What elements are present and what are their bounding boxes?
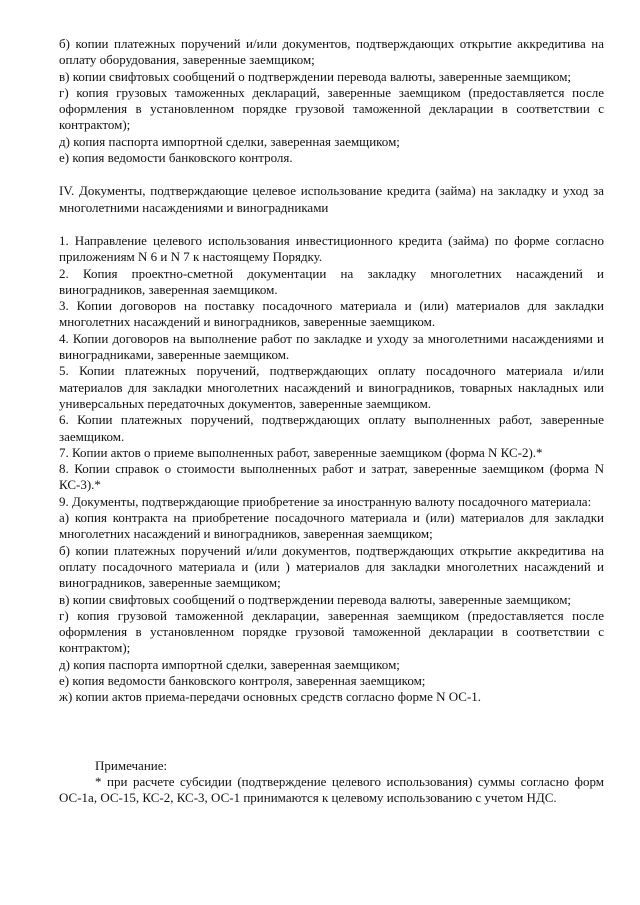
list-item: 8. Копии справок о стоимости выполненных работ и затрат, заверенные заемщиком (форма N КС-3).* <box>59 461 604 493</box>
list-item: г) копия грузовых таможенных деклараций, заверенные заемщиком (предоставляется после оформления в установленном порядке грузовой таможенной декларации в соответствии с контрактом); <box>59 84 604 133</box>
spacer <box>59 166 604 183</box>
footnote <box>59 758 604 807</box>
list-item: б) копии платежных поручений и/или документов, подтверждающих открытие аккредитива на оплату оборудования, заверенные заемщиком; <box>59 36 604 68</box>
list-item: б) копии платежных поручений и/или документов, подтверждающих открытие аккредитива на оплату посадочного материала и (или ) материалов для закладки многолетних насаждений и виноградников, заверенные заемщиком; <box>59 542 604 591</box>
list-item: 3. Копии договоров на поставку посадочного материала и (или) материалов для закладки многолетних насаждений и виноградников, заверенные заемщиком. <box>59 298 604 330</box>
list-item: д) копия паспорта импортной сделки, заверенная заемщиком; <box>59 133 400 149</box>
note-text: * при расчете субсидии (подтверждение целевого использования) суммы согласно форм ОС-1а, ОС-15, КС-2, КС-3, ОС-1 принимаются к целевому использованию с учетом НДС. <box>59 773 604 806</box>
section-heading: IV. Документы, подтверждающие целевое использование кредита (займа) на закладку и уход за многолетними насаждениями и виноградниками <box>59 183 604 215</box>
list-item: 7. Копии актов о приеме выполненных работ, заверенные заемщиком (форма N КС-2).* <box>59 444 543 460</box>
list-item: в) копии свифтовых сообщений о подтверждении перевода валюты, заверенные заемщиком; <box>59 591 572 607</box>
list-item: 5. Копии платежных поручений, подтверждающих оплату посадочного материала и/или материалов для закладки многолетних насаждений и виноградников, товарных накладных или универсальных передаточных документов, заверенные заемщиком. <box>59 363 604 411</box>
list-item: е) копия ведомости банковского контроля, заверенная заемщиком; <box>59 672 426 688</box>
list-item: 9. Документы, подтверждающие приобретение за иностранную валюту посадочного материала: <box>59 493 592 509</box>
documents-list-section-iv <box>59 233 604 706</box>
list-item: д) копия паспорта импортной сделки, заверенная заемщиком; <box>59 656 400 672</box>
spacer <box>59 216 604 233</box>
document-page <box>59 36 604 806</box>
documents-list-previous-section <box>59 36 604 166</box>
list-item: 2. Копия проектно-сметной документации на закладку многолетних насаждений и виноградников, заверенная заемщиком. <box>59 265 604 297</box>
list-item: а) копия контракта на приобретение посадочного материала и (или) материалов для закладки многолетних насаждений и виноградников, заверенная заемщиком; <box>59 510 604 542</box>
list-item: 4. Копии договоров на выполнение работ по закладке и уходу за многолетними насаждениями и виноградниками, заверенные заемщиком. <box>59 330 604 363</box>
list-item: г) копия грузовой таможенной декларации, заверенная заемщиком (предоставляется после оформления в установленном порядке грузовой таможенной декларации в соответствии с контрактом); <box>59 607 604 656</box>
note-title: Примечание: <box>95 757 168 773</box>
list-item: 6. Копии платежных поручений, подтверждающих оплату выполненных работ, заверенные заемщиком. <box>59 412 604 444</box>
list-item: в) копии свифтовых сообщений о подтверждении перевода валюты, заверенные заемщиком; <box>59 68 572 84</box>
list-item: е) копия ведомости банковского контроля. <box>59 150 293 166</box>
list-item: 1. Направление целевого использования инвестиционного кредита (займа) по форме согласно приложениям N 6 и N 7 к настоящему Порядку. <box>59 232 604 265</box>
spacer <box>59 706 604 758</box>
list-item: ж) копии актов приема-передачи основных средств согласно форме N ОС-1. <box>59 689 482 705</box>
